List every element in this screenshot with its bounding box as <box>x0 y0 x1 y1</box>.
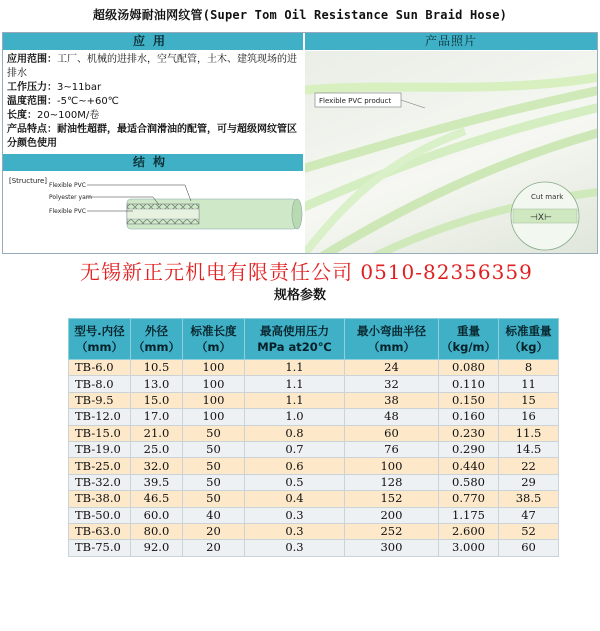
cell-outer-diameter: 13.0 <box>131 376 183 392</box>
cell-standard-weight: 16 <box>499 409 559 425</box>
cell-outer-diameter: 10.5 <box>131 360 183 376</box>
company-contact-line: 无锡新正元机电有限责任公司 0510-82356359 <box>80 260 533 284</box>
application-column <box>3 33 303 253</box>
page-title: 超级汤姆耐油网纹管(Super Tom Oil Resistance Sun Braid Hose) <box>92 8 508 22</box>
product-photo <box>305 51 597 253</box>
cell-weight: 0.160 <box>438 409 498 425</box>
table-row <box>69 458 559 474</box>
cell-min-bend-radius: 24 <box>344 360 438 376</box>
table-row <box>69 507 559 523</box>
cell-standard-weight: 60 <box>499 540 559 556</box>
photo-column <box>305 33 597 253</box>
cell-max-pressure: 1.1 <box>244 360 344 376</box>
cell-weight: 0.290 <box>438 441 498 457</box>
cell-standard-length: 50 <box>182 474 244 490</box>
cell-outer-diameter: 46.5 <box>131 491 183 507</box>
table-row <box>69 441 559 457</box>
cell-weight: 1.175 <box>438 507 498 523</box>
cell-weight: 0.440 <box>438 458 498 474</box>
cell-standard-length: 100 <box>182 376 244 392</box>
cell-standard-weight: 38.5 <box>499 491 559 507</box>
cell-standard-weight: 29 <box>499 474 559 490</box>
cell-min-bend-radius: 128 <box>344 474 438 490</box>
cell-outer-diameter: 32.0 <box>131 458 183 474</box>
application-text <box>3 50 303 151</box>
header-weight: 重量（kg/m） <box>438 319 498 360</box>
cell-model: TB-8.0 <box>69 376 131 392</box>
cell-standard-weight: 11 <box>499 376 559 392</box>
cell-max-pressure: 0.3 <box>244 507 344 523</box>
cell-model: TB-75.0 <box>69 540 131 556</box>
cell-model: TB-38.0 <box>69 491 131 507</box>
layer-label-outer: Flexible PVC <box>49 182 86 189</box>
cell-model: TB-32.0 <box>69 474 131 490</box>
hose-inner-layer <box>127 209 199 219</box>
cell-max-pressure: 1.1 <box>244 376 344 392</box>
table-row <box>69 409 559 425</box>
cell-min-bend-radius: 252 <box>344 523 438 539</box>
cell-standard-length: 50 <box>182 425 244 441</box>
table-row <box>69 392 559 408</box>
length: 长度：20~100M/卷 <box>7 110 100 121</box>
cell-max-pressure: 0.3 <box>244 523 344 539</box>
cell-standard-weight: 15 <box>499 392 559 408</box>
cell-weight: 0.230 <box>438 425 498 441</box>
header-min-bend-radius: 最小弯曲半径（mm） <box>344 319 438 360</box>
table-row <box>69 360 559 376</box>
cell-standard-weight: 22 <box>499 458 559 474</box>
cell-max-pressure: 0.3 <box>244 540 344 556</box>
cell-outer-diameter: 21.0 <box>131 425 183 441</box>
table-row <box>69 540 559 556</box>
cell-standard-weight: 47 <box>499 507 559 523</box>
cell-outer-diameter: 92.0 <box>131 540 183 556</box>
application-heading: 应用 <box>3 33 303 50</box>
cell-outer-diameter: 60.0 <box>131 507 183 523</box>
cell-standard-length: 50 <box>182 441 244 457</box>
cell-min-bend-radius: 76 <box>344 441 438 457</box>
cell-min-bend-radius: 38 <box>344 392 438 408</box>
cell-max-pressure: 0.8 <box>244 425 344 441</box>
cell-model: TB-63.0 <box>69 523 131 539</box>
cell-weight: 0.770 <box>438 491 498 507</box>
cell-max-pressure: 0.6 <box>244 458 344 474</box>
cell-standard-length: 50 <box>182 491 244 507</box>
cell-min-bend-radius: 152 <box>344 491 438 507</box>
cell-outer-diameter: 25.0 <box>131 441 183 457</box>
cell-standard-weight: 11.5 <box>499 425 559 441</box>
cell-min-bend-radius: 100 <box>344 458 438 474</box>
cell-outer-diameter: 80.0 <box>131 523 183 539</box>
cell-outer-diameter: 39.5 <box>131 474 183 490</box>
cell-standard-weight: 52 <box>499 523 559 539</box>
cell-model: TB-50.0 <box>69 507 131 523</box>
cell-standard-length: 40 <box>182 507 244 523</box>
cell-weight: 0.080 <box>438 360 498 376</box>
structure-heading: 结构 <box>3 154 303 171</box>
cell-model: TB-25.0 <box>69 458 131 474</box>
header-model: 型号.内径（mm） <box>69 319 131 360</box>
cell-max-pressure: 0.7 <box>244 441 344 457</box>
product-info-panel <box>2 32 598 254</box>
cell-max-pressure: 1.0 <box>244 409 344 425</box>
cell-weight: 0.150 <box>438 392 498 408</box>
cell-standard-length: 100 <box>182 409 244 425</box>
cell-weight: 3.000 <box>438 540 498 556</box>
cell-max-pressure: 0.5 <box>244 474 344 490</box>
table-row <box>69 491 559 507</box>
table-row <box>69 425 559 441</box>
cell-weight: 2.600 <box>438 523 498 539</box>
cell-model: TB-6.0 <box>69 360 131 376</box>
cell-weight: 0.110 <box>438 376 498 392</box>
cut-mark-label: Cut mark <box>531 193 564 201</box>
cell-standard-length: 100 <box>182 360 244 376</box>
structure-tag: [Structure] <box>9 177 48 185</box>
photo-callout: Flexible PVC product <box>319 97 392 105</box>
cell-model: TB-12.0 <box>69 409 131 425</box>
layer-label-braid: Polyester yarn <box>49 194 92 201</box>
working-pressure: 工作压力：3~11bar <box>7 82 102 93</box>
cell-min-bend-radius: 32 <box>344 376 438 392</box>
temperature-range: 温度范围：-5℃~+60℃ <box>7 96 119 107</box>
cell-min-bend-radius: 60 <box>344 425 438 441</box>
cell-weight: 0.580 <box>438 474 498 490</box>
spec-title: 规格参数 <box>273 288 326 303</box>
cell-standard-weight: 14.5 <box>499 441 559 457</box>
cell-standard-length: 20 <box>182 523 244 539</box>
cut-mark-symbol: ⊣X⊢ <box>530 213 552 223</box>
cell-min-bend-radius: 300 <box>344 540 438 556</box>
header-standard-length: 标准长度（m） <box>182 319 244 360</box>
cell-standard-length: 100 <box>182 392 244 408</box>
cell-max-pressure: 0.4 <box>244 491 344 507</box>
header-outer-diameter: 外径（mm） <box>131 319 183 360</box>
structure-diagram <box>3 171 303 235</box>
table-row <box>69 523 559 539</box>
cell-max-pressure: 1.1 <box>244 392 344 408</box>
header-standard-weight: 标准重量（kg） <box>499 319 559 360</box>
cell-min-bend-radius: 48 <box>344 409 438 425</box>
table-row <box>69 474 559 490</box>
cell-model: TB-19.0 <box>69 441 131 457</box>
product-features: 产品特点：耐油性超群，最适合润滑油的配管，可与超级网纹管区分颜色使用 <box>7 124 297 149</box>
photo-heading: 产品照片 <box>305 33 597 50</box>
cell-outer-diameter: 17.0 <box>131 409 183 425</box>
cell-standard-length: 50 <box>182 458 244 474</box>
spec-table <box>68 318 559 557</box>
cell-min-bend-radius: 200 <box>344 507 438 523</box>
table-row <box>69 376 559 392</box>
layer-label-inner: Flexible PVC <box>49 208 86 215</box>
header-max-pressure: 最高使用压力MPa at20℃ <box>244 319 344 360</box>
cell-outer-diameter: 15.0 <box>131 392 183 408</box>
cell-model: TB-9.5 <box>69 392 131 408</box>
table-header-row <box>69 319 559 360</box>
application-scope: 应用范围：工厂、机械的进排水，空气配管，土木、建筑现场的进排水 <box>7 54 297 79</box>
cell-standard-length: 20 <box>182 540 244 556</box>
cell-model: TB-15.0 <box>69 425 131 441</box>
cell-standard-weight: 8 <box>499 360 559 376</box>
